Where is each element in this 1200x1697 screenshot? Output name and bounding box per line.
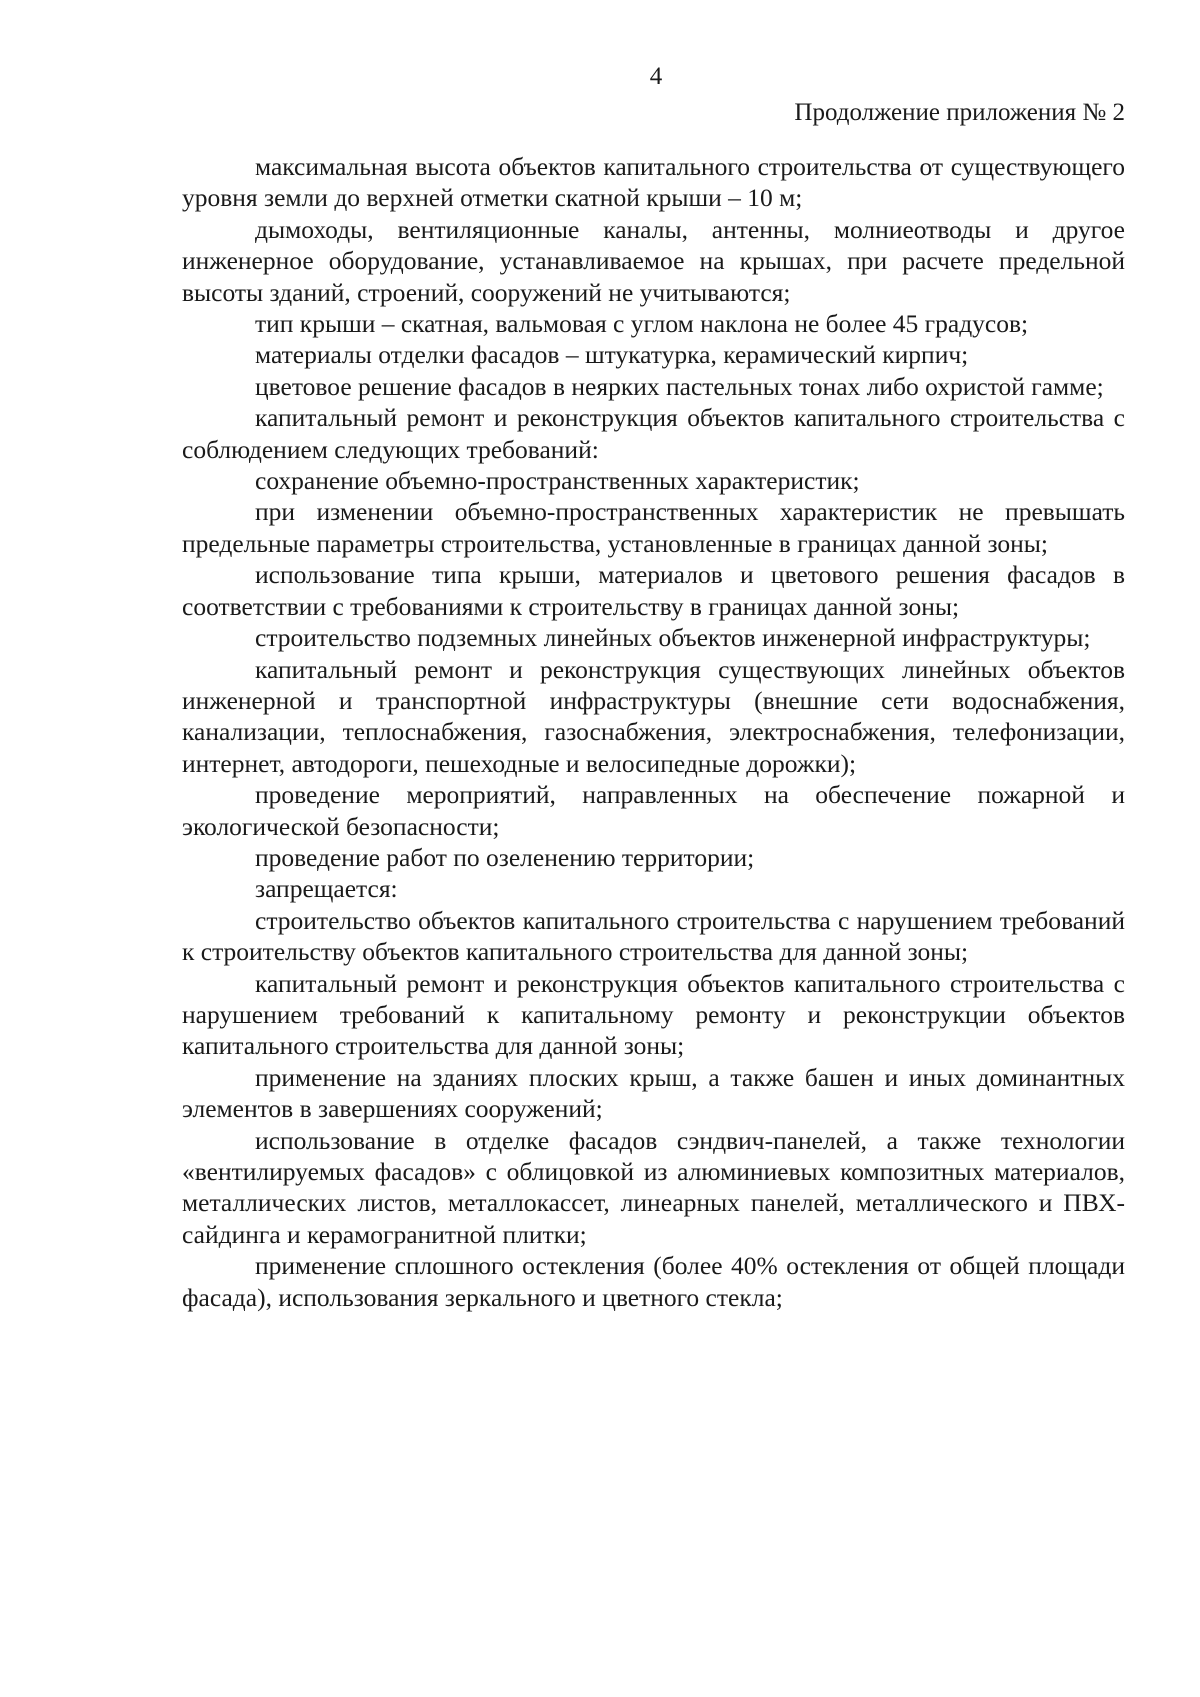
paragraph: материалы отделки фасадов – штукатурка, керамический кирпич; xyxy=(255,340,969,370)
document-body xyxy=(182,151,1125,1313)
paragraph: сохранение объемно-пространственных характеристик; xyxy=(255,466,860,496)
paragraph: использование в отделке фасадов сэндвич-панелей, а также технологии «вентилируемых фасадов» с облицовкой из алюминиевых композитных материалов, металлических листов, металлокассет, линеарных панелей, металлического и ПВХ-сайдинга и керамогранитной плитки; xyxy=(182,1125,1125,1249)
paragraph: цветовое решение фасадов в неярких пастельных тонах либо охристой гамме; xyxy=(255,371,1104,401)
annex-continuation-note: Продолжение приложения № 2 xyxy=(794,99,1125,126)
paragraph: проведение мероприятий, направленных на обеспечение пожарной и экологической безопасности; xyxy=(182,780,1125,841)
paragraph: применение на зданиях плоских крыш, а также башен и иных доминантных элементов в завершениях сооружений; xyxy=(182,1062,1125,1124)
page-number: 4 xyxy=(649,63,663,90)
paragraph: строительство объектов капитального строительства с нарушением требований к строительству объектов капитального строительства для данной зоны; xyxy=(182,905,1125,967)
paragraph: капитальный ремонт и реконструкция объектов капитального строительства с нарушением требований к капитальному ремонту и реконструкции объектов капитального строительства для данной зоны; xyxy=(182,968,1125,1061)
paragraph: при изменении объемно-пространственных характеристик не превышать предельные параметры строительства, установленные в границах данной зоны; xyxy=(182,497,1125,558)
paragraph: тип крыши – скатная, вальмовая с углом наклона не более 45 градусов; xyxy=(255,309,1029,339)
paragraph: применение сплошного остекления (более 40% остекления от общей площади фасада), использования зеркального и цветного стекла; xyxy=(182,1251,1125,1312)
paragraph: строительство подземных линейных объектов инженерной инфраструктуры; xyxy=(255,623,1091,653)
paragraph: дымоходы, вентиляционные каналы, антенны, молниеотводы и другое инженерное оборудование, устанавливаемое на крышах, при расчете предельной высоты зданий, строений, сооружений не учитываются; xyxy=(182,214,1125,307)
paragraph: запрещается: xyxy=(255,874,398,904)
paragraph: проведение работ по озеленению территории; xyxy=(255,842,755,872)
paragraph: максимальная высота объектов капитального строительства от существующего уровня земли до верхней отметки скатной крыши – 10 м; xyxy=(182,152,1125,213)
paragraph: использование типа крыши, материалов и цветового решения фасадов в соответствии с требованиями к строительству в границах данной зоны; xyxy=(182,560,1125,621)
paragraph: капитальный ремонт и реконструкция объектов капитального строительства с соблюдением следующих требований: xyxy=(182,403,1125,464)
paragraph: капитальный ремонт и реконструкция существующих линейных объектов инженерной и транспортной инфраструктуры (внешние сети водоснабжения, канализации, теплоснабжения, газоснабжения, электроснабжения, телефонизации, интернет, автодороги, пешеходные и велосипедные дорожки); xyxy=(182,654,1125,778)
